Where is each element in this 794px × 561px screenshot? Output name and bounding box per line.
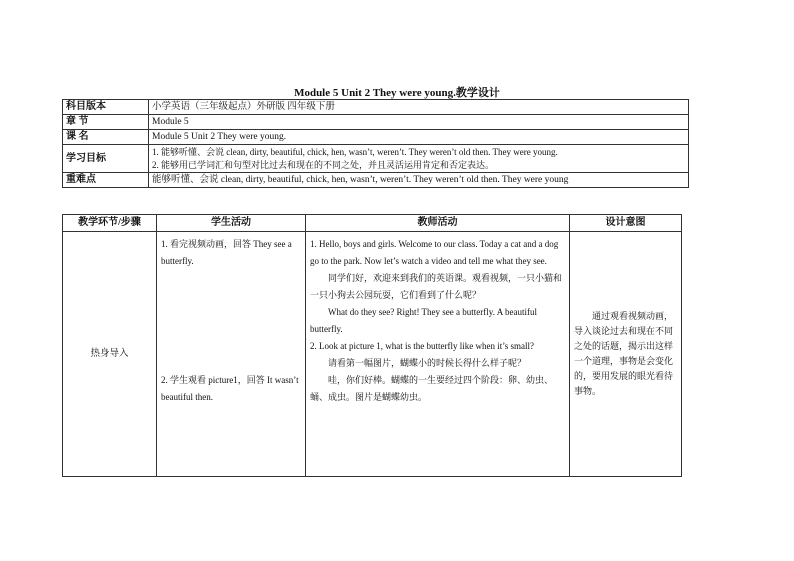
teacher-activity-1-answer: What do they see? Right! They see a butterfly. A beautiful butterfly. (310, 307, 537, 334)
header-student: 学生活动 (157, 215, 306, 232)
info-value: Module 5 (149, 115, 689, 130)
student-activity-1: 1. 看完视频动画，回答 They see a butterfly. (161, 239, 292, 266)
info-row-lesson (63, 130, 689, 145)
header-stage: 教学环节/步骤 (63, 215, 157, 232)
info-label: 学习目标 (63, 145, 149, 173)
teacher-activity-1-cn: 同学们好，欢迎来到我们的英语课。观看视频，一只小猫和一只小狗去公园玩耍，它们看到了什么呢？ (310, 273, 563, 300)
info-label: 课 名 (63, 130, 149, 145)
teacher-activity-2: 2. Look at picture 1, what is the butterfly like when it’s small? (310, 341, 534, 351)
teaching-process-table (62, 214, 682, 477)
process-row-warmup (63, 232, 682, 477)
stage-cell: 热身导入 (63, 232, 157, 477)
design-intent-cell (570, 232, 682, 477)
design-intent-text: 通过观看视频动画，导入谈论过去和现在不同之处的话题，揭示出这样一个道理，事物是会变化的，要用发展的眼光看待事物。 (574, 311, 674, 396)
document-title: Module 5 Unit 2 They were young.教学设计 (294, 87, 500, 99)
info-value: 小学英语（三年级起点）外研版 四年级下册 (149, 100, 689, 115)
teacher-activity-2-cn: 请看第一幅图片，蝴蝶小的时候长得什么样子呢？ (328, 358, 527, 368)
teacher-activity-2-answer: 哇，你们好棒。蝴蝶的一生要经过四个阶段：卵、幼虫、蛹、成虫。图片是蝴蝶幼虫。 (310, 375, 554, 402)
info-label: 重难点 (63, 173, 149, 188)
info-row-subject (63, 100, 689, 115)
course-info-table (62, 99, 689, 188)
teacher-activity-cell (306, 232, 570, 477)
header-design: 设计意图 (570, 215, 682, 232)
info-value: 能够听懂、会说 clean, dirty, beautiful, chick, hen, wasn’t, weren’t. They weren’t old then. They were young (149, 173, 689, 188)
info-label: 章 节 (63, 115, 149, 130)
process-header-row (63, 215, 682, 232)
teacher-activity-1: 1. Hello, boys and girls. Welcome to our class. Today a cat and a dog go to the park. Now let’s watch a video and tell me what they see. (310, 239, 559, 266)
info-row-key-points (63, 173, 689, 188)
student-activity-cell (157, 232, 306, 477)
objective-1: 1. 能够听懂、会说 clean, dirty, beautiful, chick, hen, wasn’t, weren’t. They weren’t old then. They were young. (152, 146, 558, 157)
info-row-objectives (63, 145, 689, 173)
info-value: Module 5 Unit 2 They were young. (149, 130, 689, 145)
info-label: 科目版本 (63, 100, 149, 115)
info-row-chapter (63, 115, 689, 130)
student-activity-2: 2. 学生观看 picture1，回答 It wasn’t beautiful then. (161, 375, 299, 402)
objective-2: 2. 能够用已学词汇和句型对比过去和现在的不同之处，并且灵活运用肯定和否定表达。 (152, 159, 495, 170)
header-teacher: 教师活动 (306, 215, 570, 232)
info-value (149, 145, 689, 173)
